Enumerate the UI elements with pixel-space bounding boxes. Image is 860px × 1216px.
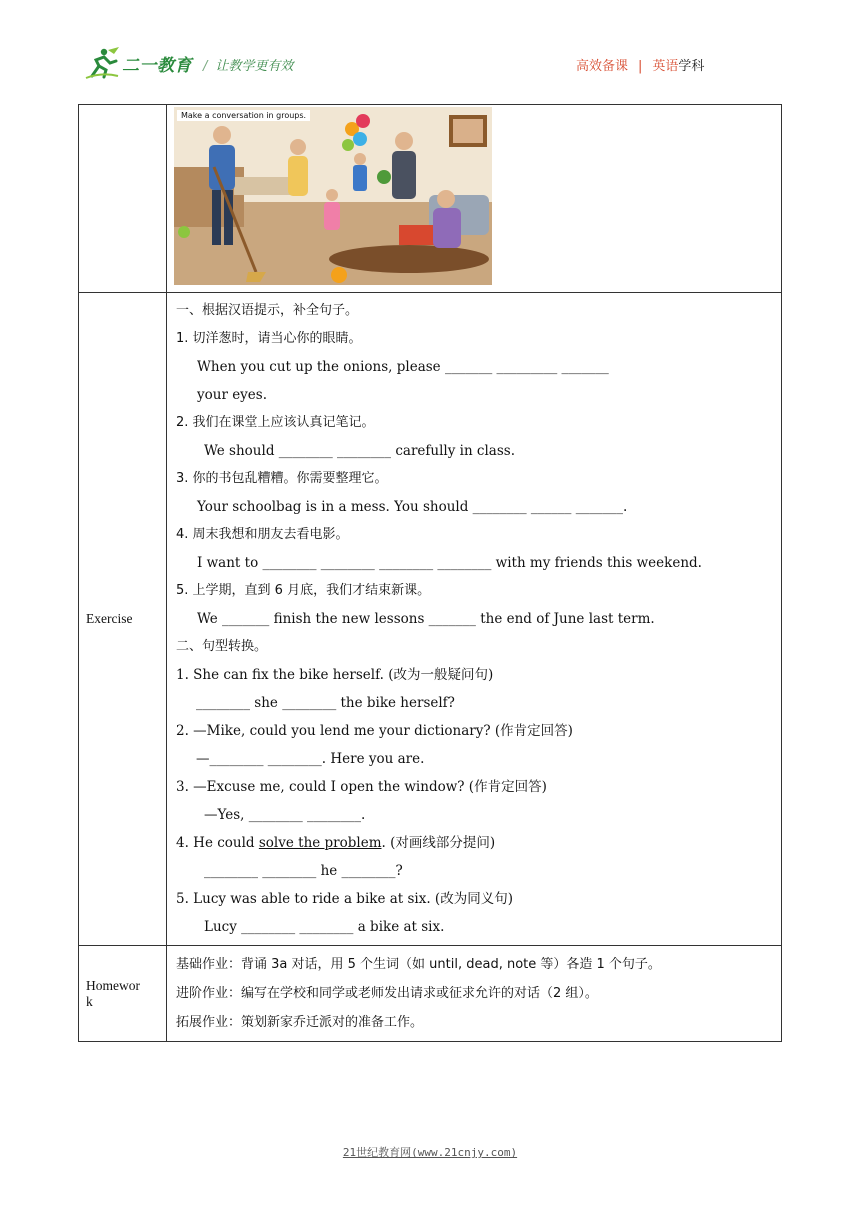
- q5-chinese: 5. 上学期，直到 6 月底，我们才结束新课。: [176, 583, 431, 598]
- q2-chinese: 2. 我们在课堂上应该认真记笔记。: [176, 415, 375, 430]
- homework-label-b: k: [86, 993, 93, 1009]
- family-scene-icon: [174, 107, 492, 285]
- homework-extended: 拓展作业：策划新家乔迁派对的准备工作。: [176, 1015, 424, 1030]
- heading-efficient-prep: 高效备课: [576, 59, 629, 74]
- t5-answer: Lucy ________ ________ a bike at six.: [204, 919, 445, 935]
- slogan-text: 让教学更有效: [215, 59, 294, 74]
- q2-english: We should ________ ________ carefully in class.: [204, 443, 516, 459]
- t3-answer: —Yes, ________ ________.: [204, 807, 366, 823]
- t3-question: 3. —Excuse me, could I open the window? (作肯定回答): [176, 779, 547, 795]
- runner-logo-icon: [84, 46, 120, 80]
- slogan-separator: /: [203, 59, 208, 74]
- empty-label-cell: [79, 105, 167, 293]
- lesson-table: [78, 104, 782, 1042]
- q4-chinese: 4. 周末我想和朋友去看电影。: [176, 527, 349, 542]
- q3-chinese: 3. 你的书包乱糟糟。你需要整理它。: [176, 471, 388, 486]
- heading-divider: |: [638, 59, 643, 74]
- subject-heading: [576, 55, 704, 74]
- exercise-label: Exercise: [79, 293, 167, 946]
- homework-basic: 基础作业：背诵 3a 对话，用 5 个生词（如 until, dead, note 等）各造 1 个句子。: [176, 957, 661, 972]
- t4-underlined: solve the problem: [258, 835, 382, 851]
- t4-question: [176, 829, 773, 857]
- part2-title: 二、句型转换。: [176, 639, 268, 654]
- q4-english: I want to ________ ________ ________ ________ with my friends this weekend.: [197, 555, 702, 571]
- exercise-row: [79, 293, 782, 946]
- homework-content: [167, 946, 782, 1042]
- footer-link[interactable]: 21世纪教育网(www.21cnjy.com): [342, 1146, 518, 1159]
- image-cell: [167, 105, 782, 293]
- logo-text: 二一教育: [122, 55, 192, 76]
- t2-question: 2. —Mike, could you lend me your dictionary? (作肯定回答): [176, 723, 573, 739]
- q1-chinese: 1. 切洋葱时，请当心你的眼睛。: [176, 331, 362, 346]
- homework-label: [79, 946, 167, 1042]
- t4-prefix: 4. He could: [176, 835, 259, 851]
- heading-english: 英语: [652, 59, 679, 74]
- t2-answer: —________ ________. Here you are.: [196, 751, 425, 767]
- q5-english: We _______ finish the new lessons _______ the end of June last term.: [197, 611, 655, 627]
- page-header: [0, 0, 860, 100]
- conversation-illustration: [174, 107, 492, 285]
- q3-english: Your schoolbag is in a mess. You should ________ ______ _______.: [197, 499, 628, 515]
- footer: [0, 1144, 860, 1160]
- homework-row: [79, 946, 782, 1042]
- t1-answer: ________ she ________ the bike herself?: [196, 695, 455, 711]
- t1-question: 1. She can fix the bike herself. (改为一般疑问句): [176, 667, 494, 683]
- slogan: [203, 55, 293, 74]
- q1-english: When you cut up the onions, please _______ _________ _______: [197, 359, 609, 375]
- exercise-content: [167, 293, 782, 946]
- t4-suffix: . (对画线部分提问): [381, 835, 496, 851]
- homework-advanced: 进阶作业：编写在学校和同学或老师发出请求或征求允许的对话（2 组）。: [176, 986, 598, 1001]
- image-row: [79, 105, 782, 293]
- logo: [84, 46, 192, 80]
- t5-question: 5. Lucy was able to ride a bike at six. (改为同义句): [176, 891, 513, 907]
- q1-english-cont: your eyes.: [197, 387, 268, 403]
- image-caption: Make a conversation in groups.: [177, 110, 310, 121]
- homework-label-a: Homewor: [86, 977, 140, 993]
- t4-answer: ________ ________ he ________?: [204, 863, 403, 879]
- part1-title: 一、根据汉语提示，补全句子。: [176, 303, 359, 318]
- heading-subject: 学科: [678, 59, 705, 74]
